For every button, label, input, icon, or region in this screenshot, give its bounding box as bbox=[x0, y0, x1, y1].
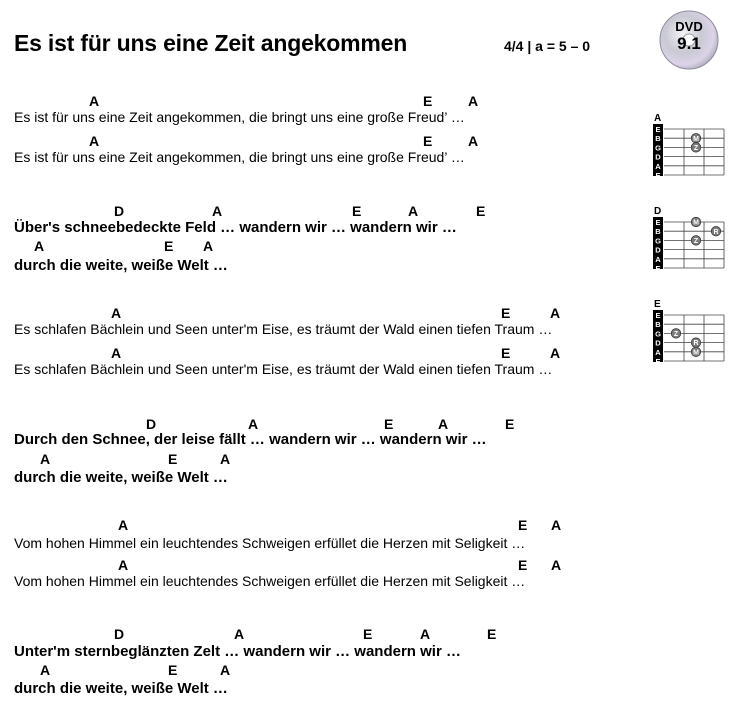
chord-label: E bbox=[505, 416, 515, 432]
chord-label: E bbox=[164, 238, 174, 254]
chord-label: A bbox=[420, 626, 431, 642]
chord-label: E bbox=[168, 662, 178, 678]
finger-label: M bbox=[693, 349, 699, 357]
refrain-line: Durch den Schnee, der leise fällt … wandern wir … wandern wir … bbox=[14, 431, 487, 448]
chord-label: A bbox=[89, 93, 100, 109]
chord-label: E bbox=[518, 557, 528, 573]
chord-label: A bbox=[438, 416, 449, 432]
chord-label: E bbox=[501, 305, 511, 321]
chord-diagram-name: A bbox=[654, 113, 662, 124]
string-label: D bbox=[655, 245, 661, 255]
verse-line: Vom hohen Himmel ein leuchtendes Schweigen erfüllet die Herzen mit Seligkeit … bbox=[14, 535, 526, 551]
finger-label: M bbox=[693, 219, 699, 227]
chord-diagram-grid bbox=[653, 112, 725, 184]
chord-label: A bbox=[118, 557, 129, 573]
string-label: A bbox=[655, 161, 661, 171]
string-label: B bbox=[655, 134, 661, 144]
string-label: B bbox=[655, 227, 661, 237]
chord-label: E bbox=[423, 93, 433, 109]
chord-label: A bbox=[248, 416, 259, 432]
chord-label: D bbox=[114, 203, 125, 219]
chord-label: A bbox=[34, 238, 45, 254]
chord-label: A bbox=[118, 517, 129, 533]
dvd-badge bbox=[659, 10, 719, 70]
chord-label: A bbox=[212, 203, 223, 219]
string-label: G bbox=[655, 143, 661, 153]
string-label: E bbox=[655, 218, 661, 227]
chord-diagram bbox=[653, 298, 725, 370]
finger-label: R bbox=[713, 228, 719, 236]
refrain-line: durch die weite, weiße Welt … bbox=[14, 680, 228, 697]
string-label: A bbox=[655, 254, 661, 264]
string-label: G bbox=[655, 329, 661, 339]
chord-label: A bbox=[203, 238, 214, 254]
verse-line: Es schlafen Bächlein und Seen unter'm Eise, es träumt der Wald einen tiefen Traum … bbox=[14, 321, 553, 337]
chord-label: E bbox=[501, 345, 511, 361]
string-label: E bbox=[655, 357, 661, 366]
chord-label: E bbox=[363, 626, 373, 642]
chord-label: A bbox=[551, 517, 562, 533]
chord-label: E bbox=[384, 416, 394, 432]
chord-label: A bbox=[234, 626, 245, 642]
chord-label: D bbox=[146, 416, 157, 432]
chord-label: A bbox=[550, 305, 561, 321]
chord-label: A bbox=[89, 133, 100, 149]
finger-label: Z bbox=[673, 331, 679, 338]
chord-label: A bbox=[40, 662, 51, 678]
chord-label: A bbox=[111, 305, 122, 321]
string-label: G bbox=[655, 236, 661, 246]
song-title: Es ist für uns eine Zeit angekommen bbox=[14, 30, 408, 56]
chord-label: E bbox=[423, 133, 433, 149]
chord-label: A bbox=[551, 557, 562, 573]
string-label: E bbox=[655, 125, 661, 134]
string-label: D bbox=[655, 338, 661, 348]
string-label: E bbox=[655, 171, 661, 180]
chord-label: A bbox=[220, 451, 231, 467]
verse-line: Vom hohen Himmel ein leuchtendes Schweigen erfüllet die Herzen mit Seligkeit … bbox=[14, 573, 526, 589]
chord-diagram bbox=[653, 112, 725, 184]
chord-label: A bbox=[408, 203, 419, 219]
string-label: B bbox=[655, 320, 661, 330]
chord-label: A bbox=[468, 93, 479, 109]
finger-label: R bbox=[693, 340, 699, 348]
tempo-info: 4/4 | a = 5 – 0 bbox=[504, 38, 591, 54]
chord-diagram-name: D bbox=[654, 206, 662, 217]
chord-diagram-name: E bbox=[654, 299, 661, 310]
verse-line: Es schlafen Bächlein und Seen unter'm Eise, es träumt der Wald einen tiefen Traum … bbox=[14, 361, 553, 377]
chord-label: A bbox=[40, 451, 51, 467]
refrain-line: durch die weite, weiße Welt … bbox=[14, 469, 228, 486]
finger-label: Z bbox=[693, 145, 699, 152]
chord-label: E bbox=[168, 451, 178, 467]
dvd-number: 9.1 bbox=[677, 34, 701, 53]
string-label: E bbox=[655, 311, 661, 320]
verse-line: Es ist für uns eine Zeit angekommen, die bringt uns eine große Freud’ … bbox=[14, 109, 465, 125]
chord-label: A bbox=[111, 345, 122, 361]
chord-label: E bbox=[518, 517, 528, 533]
finger-label: Z bbox=[693, 238, 699, 245]
chord-label: A bbox=[468, 133, 479, 149]
chord-label: A bbox=[220, 662, 231, 678]
chord-label: E bbox=[487, 626, 497, 642]
refrain-line: durch die weite, weiße Welt … bbox=[14, 257, 228, 274]
chord-label: E bbox=[476, 203, 486, 219]
chord-label: A bbox=[550, 345, 561, 361]
chord-label: E bbox=[352, 203, 362, 219]
finger-label: M bbox=[693, 135, 699, 143]
chord-diagram bbox=[653, 205, 725, 277]
chord-diagram-grid bbox=[653, 298, 725, 370]
verse-line: Es ist für uns eine Zeit angekommen, die bringt uns eine große Freud’ … bbox=[14, 149, 465, 165]
string-label: E bbox=[655, 264, 661, 273]
string-label: D bbox=[655, 152, 661, 162]
string-label: A bbox=[655, 347, 661, 357]
refrain-line: Unter'm sternbeglänzten Zelt … wandern wir … wandern wir … bbox=[14, 643, 461, 660]
refrain-line: Über's schneebedeckte Feld … wandern wir … wandern wir … bbox=[14, 219, 457, 236]
chord-diagram-grid bbox=[653, 205, 725, 277]
dvd-label: DVD bbox=[675, 19, 703, 34]
chord-label: D bbox=[114, 626, 125, 642]
